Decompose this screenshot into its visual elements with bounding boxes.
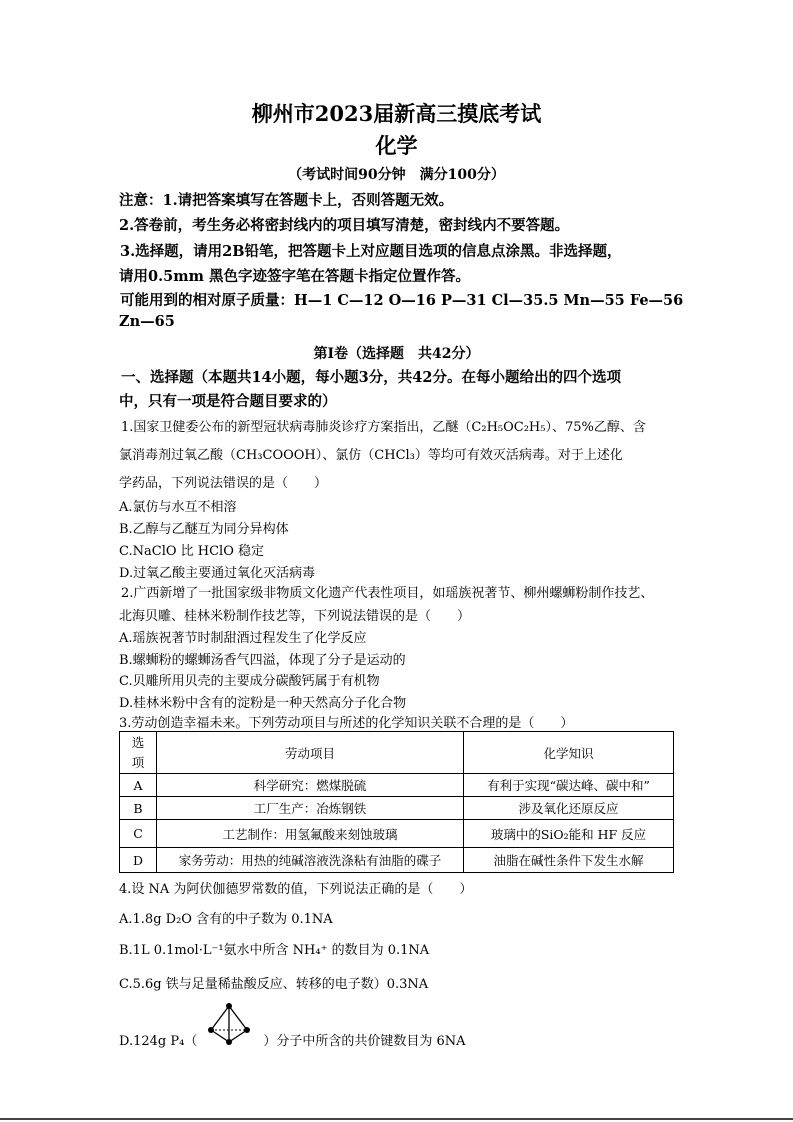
- exam-info: （考试时间90分钟 满分100分）: [288, 167, 505, 183]
- table-header-row: [120, 732, 674, 774]
- table-row: [120, 774, 674, 797]
- q2-stem-line2: 北海贝雕、桂林米粉制作技艺等，下列说法错误的是（ ）: [119, 609, 471, 624]
- q1-stem-line2: [119, 444, 623, 463]
- table-header-knowledge: 化学知识: [464, 732, 674, 774]
- table-cell-project: 家务劳动：用热的纯碱溶液洗涤粘有油脂的碟子: [157, 848, 464, 873]
- table-cell-option: A: [120, 774, 157, 797]
- q4-option-d-text-b: ）分子中所含的共价键数目为 6NA: [263, 1034, 466, 1049]
- table-cell-project: 科学研究：燃煤脱硫: [157, 774, 464, 797]
- q2-option-c: C.贝雕所用贝壳的主要成分碳酸钙属于有机物: [119, 674, 380, 689]
- table-row: [120, 820, 674, 848]
- q1-formula-ether: C₂H₅OC₂H₅: [471, 420, 546, 435]
- table-header-project: 劳动项目: [157, 732, 464, 774]
- q4-option-c: C.5.6g 铁与足量稀盐酸反应、转移的电子数）0.3NA: [119, 977, 429, 992]
- table-cell-project: 工厂生产：冶炼钢铁: [157, 797, 464, 820]
- section-heading-1: 一、选择题（本题共14小题，每小题3分，共42分。在每小题给出的四个选项: [121, 369, 621, 386]
- q1-option-d: D.过氧乙酸主要通过氧化灭活病毒: [119, 566, 316, 581]
- q1-formula-peracetic: CH₃COOOH: [236, 448, 316, 463]
- table-cell-project: 工艺制作：用氢氟酸来刻蚀玻璃: [157, 820, 464, 848]
- table-cell-option: B: [120, 797, 157, 820]
- q4-option-a: A.1.8g D₂O 含有的中子数为 0.1NA: [119, 912, 333, 927]
- note-3: 3.选择题，请用2B铅笔，把答题卡上对应题目选项的信息点涂黑。非选择题，: [120, 243, 622, 260]
- atomic-mass-line: 可能用到的相对原子质量：H—1 C—12 O—16 P—31 Cl—35.5 Mn—55 Fe—56: [120, 292, 684, 309]
- page-bottom-rule: [0, 1118, 793, 1120]
- q1-option-b: B.乙醇与乙醚互为同分异构体: [119, 522, 289, 537]
- table-cell-knowledge: 玻璃中的SiO₂能和 HF 反应: [464, 820, 674, 848]
- q1-stem-line1: [121, 416, 646, 435]
- q2-option-b: B.螺蛳粉的螺蛳汤香气四溢，体现了分子是运动的: [119, 653, 406, 668]
- q1-text-c: 氯消毒剂过氧乙酸（: [119, 448, 237, 463]
- q3-stem: 3.劳动创造幸福未来。下列劳动项目与所述的化学知识关联不合理的是（ ）: [119, 716, 574, 731]
- table-cell-option: C: [120, 820, 157, 848]
- q2-option-a: A.瑶族祝著节时制甜酒过程发生了化学反应: [119, 631, 367, 646]
- table-header-option: [120, 732, 157, 774]
- table-cell-knowledge: 有利于实现“碳达峰、碳中和”: [464, 774, 674, 797]
- note-4: 请用0.5mm 黑色字迹签字笔在答题卡指定位置作答。: [119, 268, 470, 285]
- q3-table: [119, 731, 674, 873]
- table-cell-knowledge: 涉及氧化还原反应: [464, 797, 674, 820]
- q1-text-d: ）、氯仿（: [315, 448, 375, 463]
- q1-option-c: C.NaClO 比 HClO 稳定: [119, 544, 264, 559]
- table-cell-option: D: [120, 848, 157, 873]
- section-heading-2: 中，只有一项是符合题目要求的）: [119, 393, 337, 410]
- q1-text-e: ）等均可有效灭活病毒。对于上述化: [414, 448, 623, 463]
- note-2: 2.答卷前，考生务必将密封线内的项目填写清楚，密封线内不要答题。: [119, 217, 570, 234]
- q2-option-d: D.桂林米粉中含有的淀粉是一种天然高分子化合物: [119, 696, 407, 711]
- p4-tetrahedron-diagram: [197, 1032, 263, 1052]
- atomic-mass-line-2: Zn—65: [119, 313, 175, 330]
- table-cell-knowledge: 油脂在碱性条件下发生水解: [464, 848, 674, 873]
- exam-title: 柳州市2023届新高三摸底考试: [251, 101, 542, 126]
- q4-option-b: B.1L 0.1mol·L⁻¹氨水中所含 NH₄⁺ 的数目为 0.1NA: [119, 943, 430, 958]
- header-option-text: 选项: [131, 734, 145, 770]
- q4-stem: 4.设 NA 为阿伏伽德罗常数的值，下列说法正确的是（ ）: [119, 882, 473, 897]
- subject-title: 化学: [375, 133, 418, 158]
- q1-option-a: A.氯仿与水互不相溶: [119, 500, 237, 515]
- section-title: 第Ⅰ卷（选择题 共42分）: [313, 346, 480, 362]
- q1-stem-line3: 学药品，下列说法错误的是（ ）: [119, 476, 328, 491]
- q4-option-d: [119, 1030, 466, 1052]
- q1-text-b: ）、75%乙醇、含: [545, 420, 646, 435]
- note-1: 注意：1.请把答案填写在答题卡上，否则答题无效。: [119, 192, 454, 209]
- q1-formula-chloroform: CHCl₃: [374, 448, 415, 463]
- q2-stem-line1: 2.广西新增了一批国家级非物质文化遗产代表性项目，如瑶族祝著节、柳州螺蛳粉制作技艺、: [121, 586, 654, 601]
- table-row: [120, 848, 674, 873]
- table-row: [120, 797, 674, 820]
- q1-text-a: 1.国家卫健委公布的新型冠状病毒肺炎诊疗方案指出，乙醚（: [121, 420, 472, 435]
- q4-option-d-text-a: D.124g P₄（: [119, 1034, 198, 1049]
- tetrahedron-icon: [207, 1002, 251, 1048]
